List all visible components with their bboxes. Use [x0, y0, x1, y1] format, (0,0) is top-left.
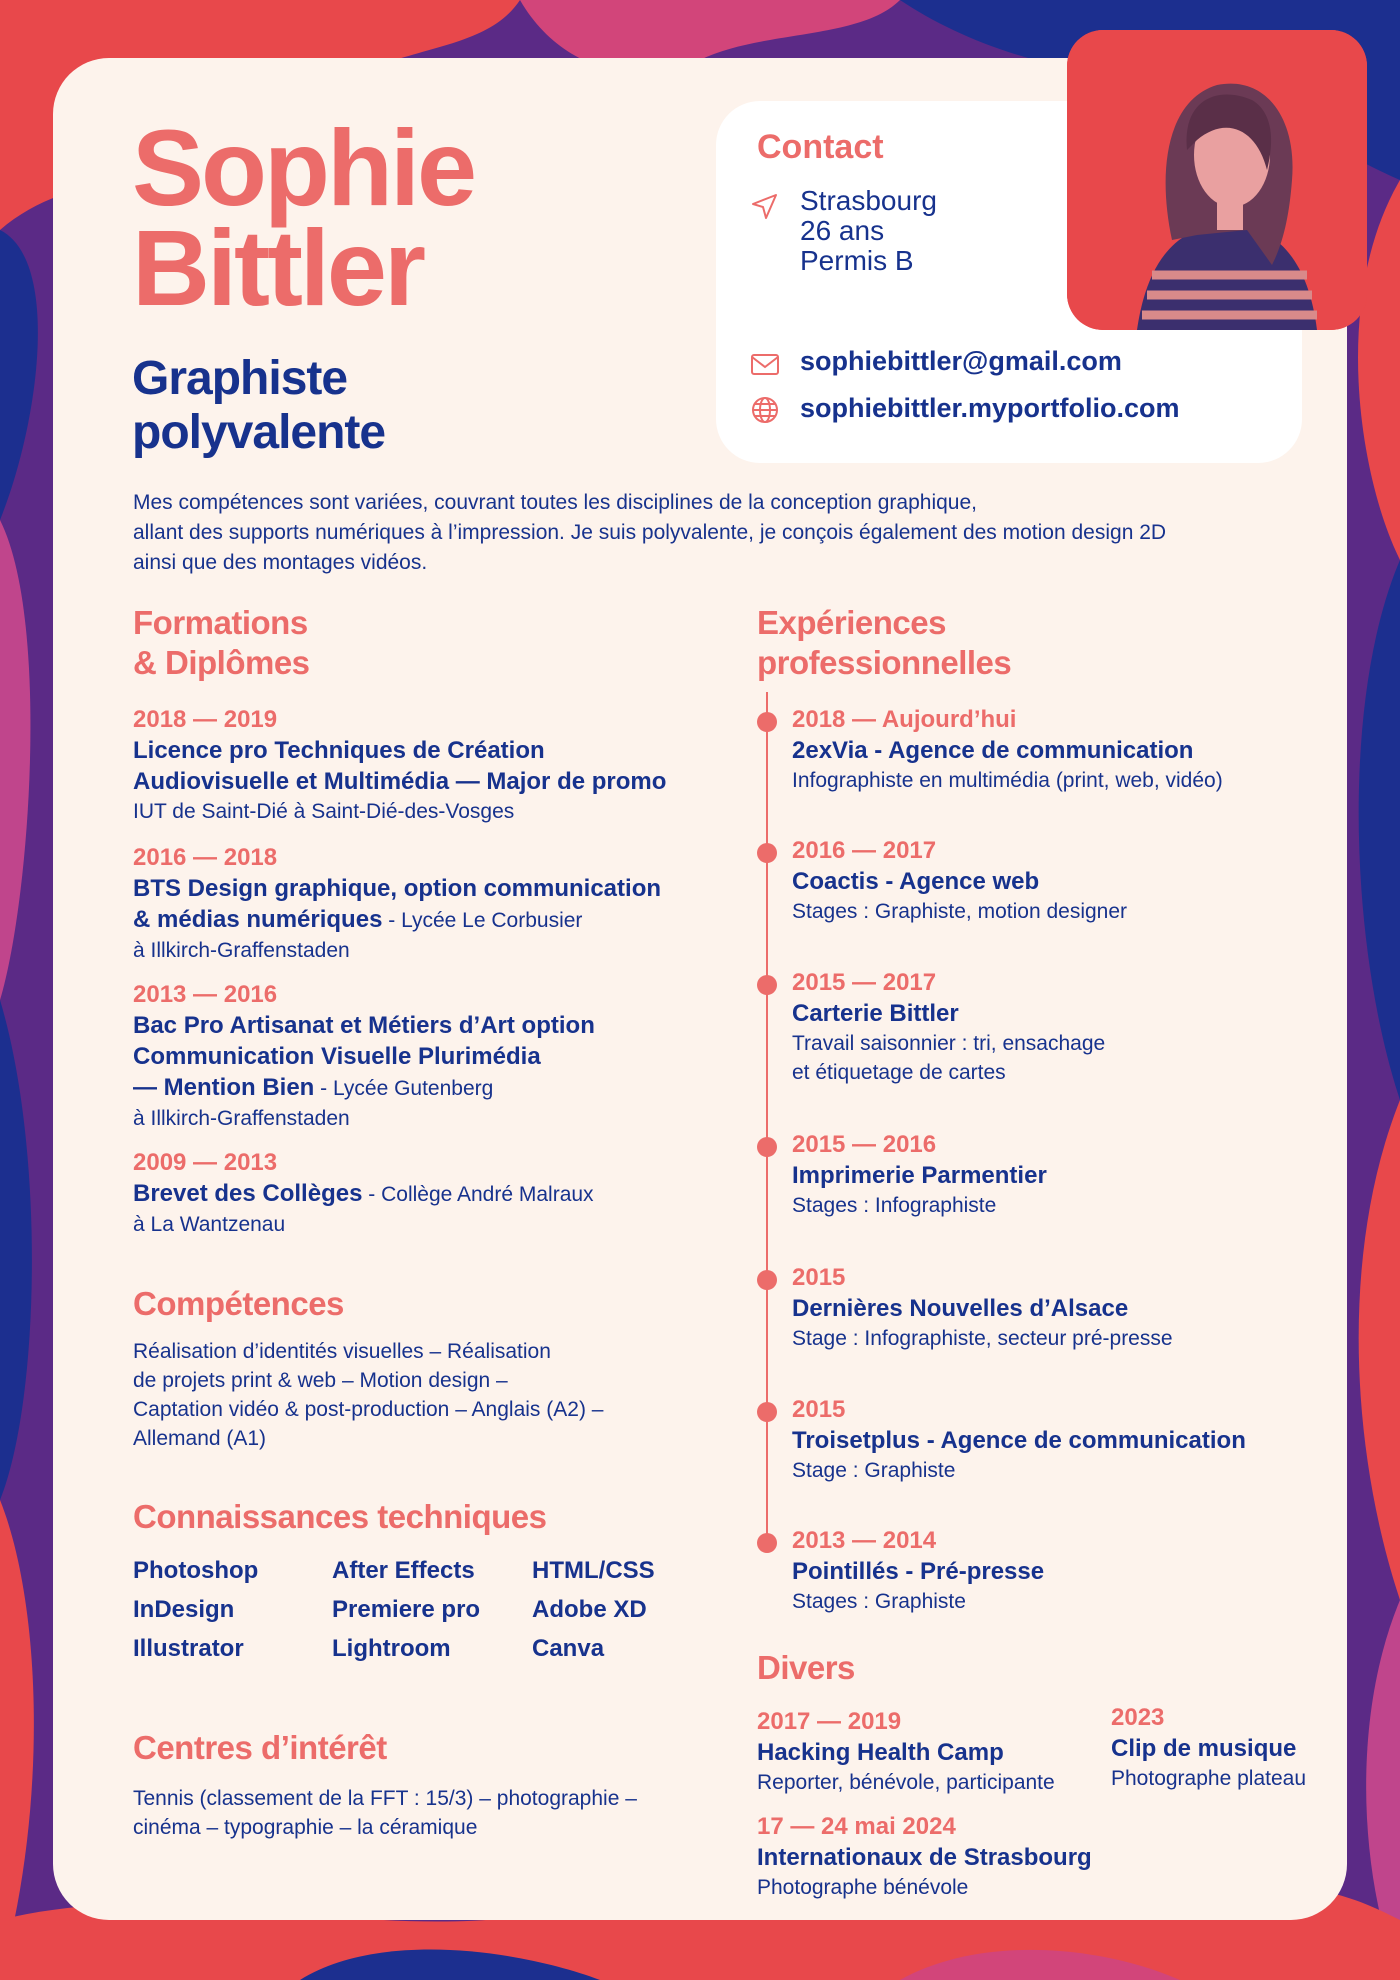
experience-detail: Stages : Graphiste	[792, 1590, 966, 1613]
education-years: 2009 — 2013	[133, 1149, 278, 1176]
education-years: 2018 — 2019	[133, 706, 278, 733]
timeline-dot	[757, 843, 777, 863]
timeline-dot	[757, 1402, 777, 1422]
education-years: 2013 — 2016	[133, 981, 278, 1008]
misc-years: 17 — 24 mai 2024	[757, 1813, 956, 1840]
website-link[interactable]: sophiebittler.myportfolio.com	[800, 393, 1180, 423]
intro-paragraph	[133, 488, 1293, 578]
education-title-line: Licence pro Techniques de Création	[133, 737, 545, 764]
education-item	[133, 1148, 733, 1239]
contact-age: 26 ans	[800, 215, 885, 246]
experience-item	[792, 1130, 1312, 1220]
education-title-line: Brevet des Collèges	[133, 1180, 363, 1207]
experience-years: 2015 — 2016	[792, 1131, 937, 1158]
experience-detail: Infographiste en multimédia (print, web, vidéo)	[792, 769, 1223, 792]
tool-item: HTML/CSS	[532, 1557, 655, 1584]
experience-item	[792, 1526, 1312, 1616]
intro-line: allant des supports numériques à l’impression. Je suis polyvalente, je conçois également des motion design 2D	[133, 521, 1167, 544]
experience-company: Imprimerie Parmentier	[792, 1162, 1047, 1189]
education-title-line: & médias numériques	[133, 906, 383, 933]
experience-item	[792, 705, 1312, 795]
experience-item	[792, 1395, 1312, 1485]
misc-event: Clip de musique	[1111, 1735, 1297, 1762]
job-title	[132, 352, 385, 460]
misc-detail: Photographe plateau	[1111, 1767, 1306, 1790]
education-title-line: Communication Visuelle Plurimédia	[133, 1043, 541, 1070]
timeline-dot	[757, 975, 777, 995]
section-title-line: professionnelles	[757, 644, 1012, 681]
experience-years: 2015 — 2017	[792, 969, 937, 996]
experience-detail: Stages : Infographiste	[792, 1194, 997, 1217]
experience-detail: Stage : Graphiste	[792, 1459, 956, 1482]
experience-detail: Stages : Graphiste, motion designer	[792, 900, 1128, 923]
section-title-line: Formations	[133, 604, 308, 641]
misc-item	[1111, 1703, 1331, 1793]
education-item	[133, 843, 733, 965]
contact-license: Permis B	[800, 245, 914, 276]
skills-title: Compétences	[133, 1285, 344, 1322]
first-name: Sophie	[132, 107, 475, 228]
misc-title: Divers	[757, 1649, 855, 1686]
tool-item: Premiere pro	[332, 1596, 481, 1623]
contact-city: Strasbourg	[800, 185, 937, 216]
education-school: - Lycée Le Corbusier	[382, 909, 583, 932]
timeline-dot	[757, 1270, 777, 1290]
misc-detail: Reporter, bénévole, participante	[757, 1771, 1055, 1794]
education-title-line: — Mention Bien	[133, 1074, 315, 1101]
experience-detail: et étiquetage de cartes	[792, 1061, 1006, 1084]
timeline-dot	[757, 1533, 777, 1553]
experience-company: Pointillés - Pré-presse	[792, 1558, 1045, 1585]
skills-line: Captation vidéo & post-production – Anglais (A2) –	[133, 1398, 604, 1421]
tool-item: Lightroom	[332, 1635, 451, 1662]
experience-item	[792, 968, 1312, 1087]
misc-item	[757, 1707, 1107, 1797]
person-name	[132, 107, 475, 328]
skills-text	[133, 1337, 733, 1453]
tool-item: Photoshop	[133, 1557, 259, 1584]
experience-company: Troisetplus - Agence de communication	[792, 1427, 1246, 1454]
interests-title: Centres d’intérêt	[133, 1729, 387, 1766]
education-item	[133, 980, 733, 1133]
experience-detail: Stage : Infographiste, secteur pré-presse	[792, 1327, 1173, 1350]
skills-line: de projets print & web – Motion design –	[133, 1369, 508, 1392]
experience-detail: Travail saisonnier : tri, ensachage	[792, 1032, 1106, 1055]
education-title-line: Bac Pro Artisanat et Métiers d’Art option	[133, 1012, 595, 1039]
job-title-line: polyvalente	[132, 406, 386, 459]
tool-item: After Effects	[332, 1557, 475, 1584]
last-name: Bittler	[132, 207, 424, 328]
experience-years: 2013 — 2014	[792, 1527, 937, 1554]
education-detail: à Illkirch-Graffenstaden	[133, 939, 350, 962]
tool-item: InDesign	[133, 1596, 235, 1623]
experience-years: 2015	[792, 1264, 846, 1291]
misc-years: 2017 — 2019	[757, 1708, 902, 1735]
experience-item	[792, 836, 1312, 926]
misc-detail: Photographe bénévole	[757, 1876, 969, 1899]
interests-line: Tennis (classement de la FFT : 15/3) – photographie –	[133, 1787, 637, 1810]
experience-years: 2018 — Aujourd’hui	[792, 706, 1017, 733]
location-arrow-icon	[750, 192, 780, 222]
timeline-dot	[757, 1137, 777, 1157]
contact-title: Contact	[757, 128, 884, 166]
tool-item: Adobe XD	[532, 1596, 647, 1623]
interests-line: cinéma – typographie – la céramique	[133, 1816, 478, 1839]
experience-company: Coactis - Agence web	[792, 868, 1040, 895]
education-school: - Lycée Gutenberg	[314, 1077, 494, 1100]
experience-company: Dernières Nouvelles d’Alsace	[792, 1295, 1129, 1322]
timeline-dot	[757, 712, 777, 732]
misc-event: Internationaux de Strasbourg	[757, 1844, 1092, 1871]
misc-years: 2023	[1111, 1704, 1165, 1731]
education-school: - Collège André Malraux	[362, 1183, 594, 1206]
experience-item	[792, 1263, 1312, 1353]
section-title-line: Expériences	[757, 604, 946, 641]
intro-line: ainsi que des montages vidéos.	[133, 551, 428, 574]
experience-company: Carterie Bittler	[792, 1000, 959, 1027]
tool-item: Canva	[532, 1635, 605, 1662]
intro-line: Mes compétences sont variées, couvrant toutes les disciplines de la conception graphique,	[133, 491, 977, 514]
education-years: 2016 — 2018	[133, 844, 278, 871]
email-link[interactable]: sophiebittler@gmail.com	[800, 346, 1122, 376]
skills-line: Réalisation d’identités visuelles – Réalisation	[133, 1340, 551, 1363]
education-title-line: BTS Design graphique, option communication	[133, 875, 662, 902]
education-detail: IUT de Saint-Dié à Saint-Dié-des-Vosges	[133, 800, 515, 823]
experience-company: 2exVia - Agence de communication	[792, 737, 1194, 764]
experience-title	[757, 603, 1011, 683]
contact-details	[800, 186, 937, 276]
mail-icon	[750, 352, 780, 378]
misc-event: Hacking Health Camp	[757, 1739, 1004, 1766]
profile-photo	[1067, 30, 1367, 330]
tool-item: Illustrator	[133, 1635, 244, 1662]
globe-icon	[750, 395, 780, 425]
interests-text	[133, 1784, 753, 1842]
skills-line: Allemand (A1)	[133, 1427, 267, 1450]
experience-years: 2016 — 2017	[792, 837, 937, 864]
tech-title: Connaissances techniques	[133, 1498, 547, 1535]
section-title-line: & Diplômes	[133, 644, 310, 681]
education-item	[133, 705, 733, 826]
experience-years: 2015	[792, 1396, 846, 1423]
education-title-line: Audiovisuelle et Multimédia — Major de promo	[133, 768, 667, 795]
job-title-line: Graphiste	[132, 352, 348, 405]
education-detail: à Illkirch-Graffenstaden	[133, 1107, 350, 1130]
education-title	[133, 603, 310, 683]
education-detail: à La Wantzenau	[133, 1213, 286, 1236]
misc-item	[757, 1812, 1257, 1902]
